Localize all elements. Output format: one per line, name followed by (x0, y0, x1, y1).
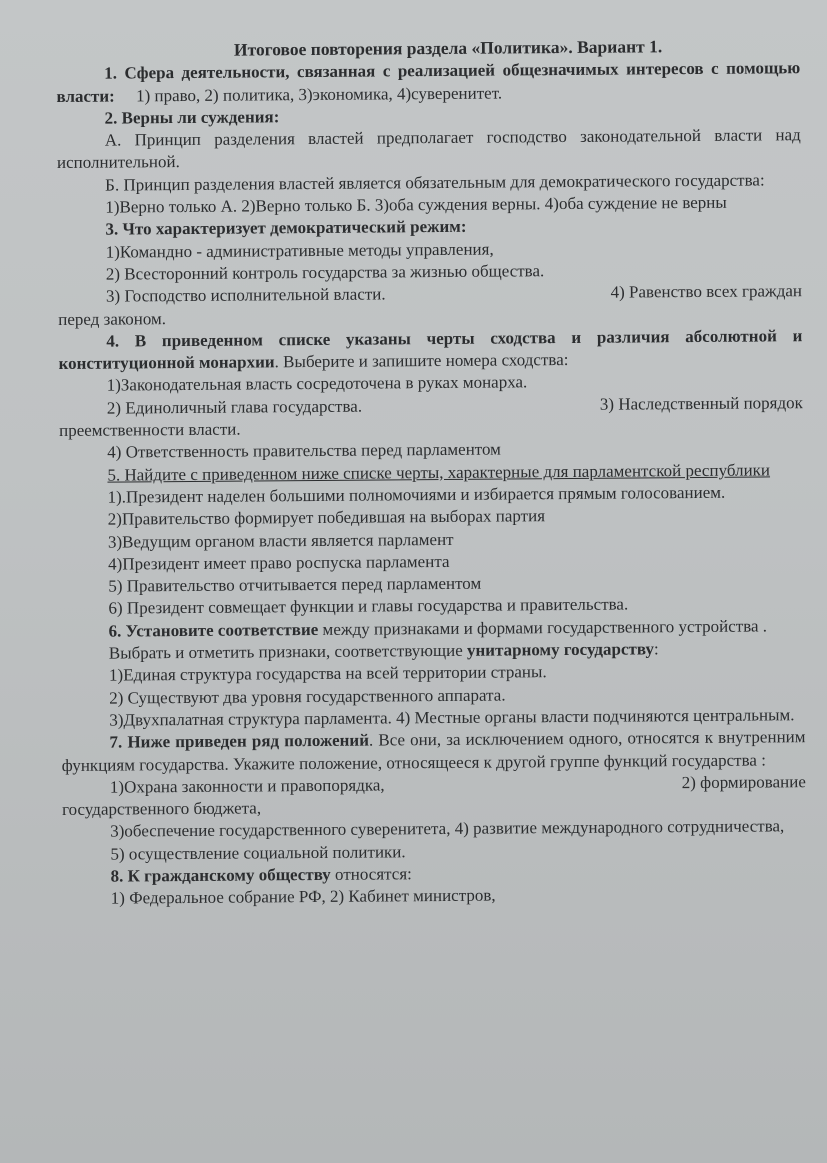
question-4-option-3-tail: преемственности власти. (58, 419, 241, 441)
question-6-option-1: 1)Единая структура государства на всей территории страны. (108, 662, 547, 685)
question-6-text: между признаками и формами государственного устройства . (318, 616, 768, 639)
question-8-heading: 8. К гражданскому обществу (110, 864, 331, 886)
question-6-task-emphasis: унитарному государству (466, 639, 655, 660)
question-2-options: 1)Верно только А. 2)Верно только Б. 3)оба суждения верны. 4)оба суждение не верны (105, 192, 727, 217)
question-4-option-2: 2) Единоличный глава государства. (106, 396, 363, 418)
question-4-heading: 4. В приведенном списке указаны черты сходства и различия абсолютной и конституционной монархии (58, 326, 803, 374)
question-7-text: . Все они, за исключением одного, относятся к внутренним функциям государства. Укажите положение, относящееся к другой группе функций государства : (61, 727, 806, 775)
question-5-heading: 5. Найдите с приведенном ниже списке черты, характерные для парламентской республики (107, 460, 771, 485)
question-1-heading: 1. Сфера деятельности, связанная с реализацией общезначимых интересов с помощью власти: (56, 58, 801, 106)
question-2-statement-a: А. Принцип разделения властей предполагает господство законодательной власти над исполнительной. (56, 125, 801, 173)
question-2-heading: 2. Верны ли суждения: (104, 107, 280, 128)
question-7-option-1: 1)Охрана законности и правопорядка, (109, 775, 385, 797)
question-2-statement-b: Б. Принцип разделения властей является обязательным для демократического государства: (105, 170, 765, 195)
question-6-task-text: Выбрать и отметить признаки, соответствующие (108, 640, 468, 663)
question-4-option-1: 1)Законодательная власть сосредоточена в руках монарха. (106, 372, 528, 396)
question-5-option-1: 1).Президент наделен большими полномочиями и избирается прямым голосованием. (107, 482, 726, 507)
question-5-option-3: 3)Ведущим органом власти является парламент (107, 529, 454, 552)
question-5-option-6: 6) Президент совмещает функции и главы государства и правительства. (108, 594, 629, 619)
question-4 (58, 325, 802, 375)
question-7-heading: 7. Ниже приведен ряд положений (109, 730, 370, 752)
question-7 (61, 726, 805, 776)
question-6-option-2: 2) Существуют два уровня государственного аппарата. (109, 685, 506, 708)
page-title: Итоговое повторения раздела «Политика». Вариант 1. (233, 36, 663, 60)
question-1-options: 1) право, 2) политика, 3)экономика, 4)суверенитет. (135, 83, 503, 105)
question-4-instruction: . Выберите и запишите номера сходства: (274, 350, 569, 372)
question-3-option-3: 3) Господство исполнительной власти. (105, 284, 386, 306)
question-5-option-2: 2)Правительство формирует победившая на выборах партия (107, 506, 546, 529)
question-6-option-3: 3)Двухпалатная структура парламента. 4) Местные органы власти подчиняются центральным. (109, 705, 795, 730)
question-7-option-3: 3)обеспечение государственного суверенитета, 4) развитие международного сотрудничества, (110, 816, 785, 841)
question-1 (56, 57, 800, 107)
question-6-task-end: : (653, 639, 659, 659)
question-5-option-5: 5) Правительство отчитывается перед парламентом (108, 573, 482, 596)
question-3-option-1: 1)Командно - административные методы управления, (105, 239, 494, 262)
question-8-option-1: 1) Федеральное собрание РФ, 2) Кабинет министров, (110, 885, 496, 908)
question-4-option-4: 4) Ответственность правительства перед парламентом (107, 439, 501, 462)
question-7-option-5: 5) осуществление социальной политики. (110, 841, 406, 864)
question-7-option-2: 2) формирование (681, 771, 806, 792)
question-4-option-3: 3) Наследственный порядок (599, 392, 803, 414)
question-8-text: относятся: (330, 864, 412, 884)
question-5-option-4: 4)Президент имеет право роспуска парламента (108, 551, 450, 574)
question-7-option-2-tail: государственного бюджета, (61, 798, 262, 820)
worksheet (56, 34, 807, 910)
question-3-option-4: 4) Равенство всех граждан (610, 281, 803, 302)
question-6-number: 6. (108, 621, 126, 641)
question-3-heading: 3. Что характеризует демократический режим: (105, 217, 467, 239)
question-6-heading: Установите соответствие (125, 619, 319, 641)
question-3-option-2: 2) Всесторонний контроль государства за жизнью общества. (105, 261, 545, 284)
question-3-option-4-tail: перед законом. (58, 308, 167, 329)
